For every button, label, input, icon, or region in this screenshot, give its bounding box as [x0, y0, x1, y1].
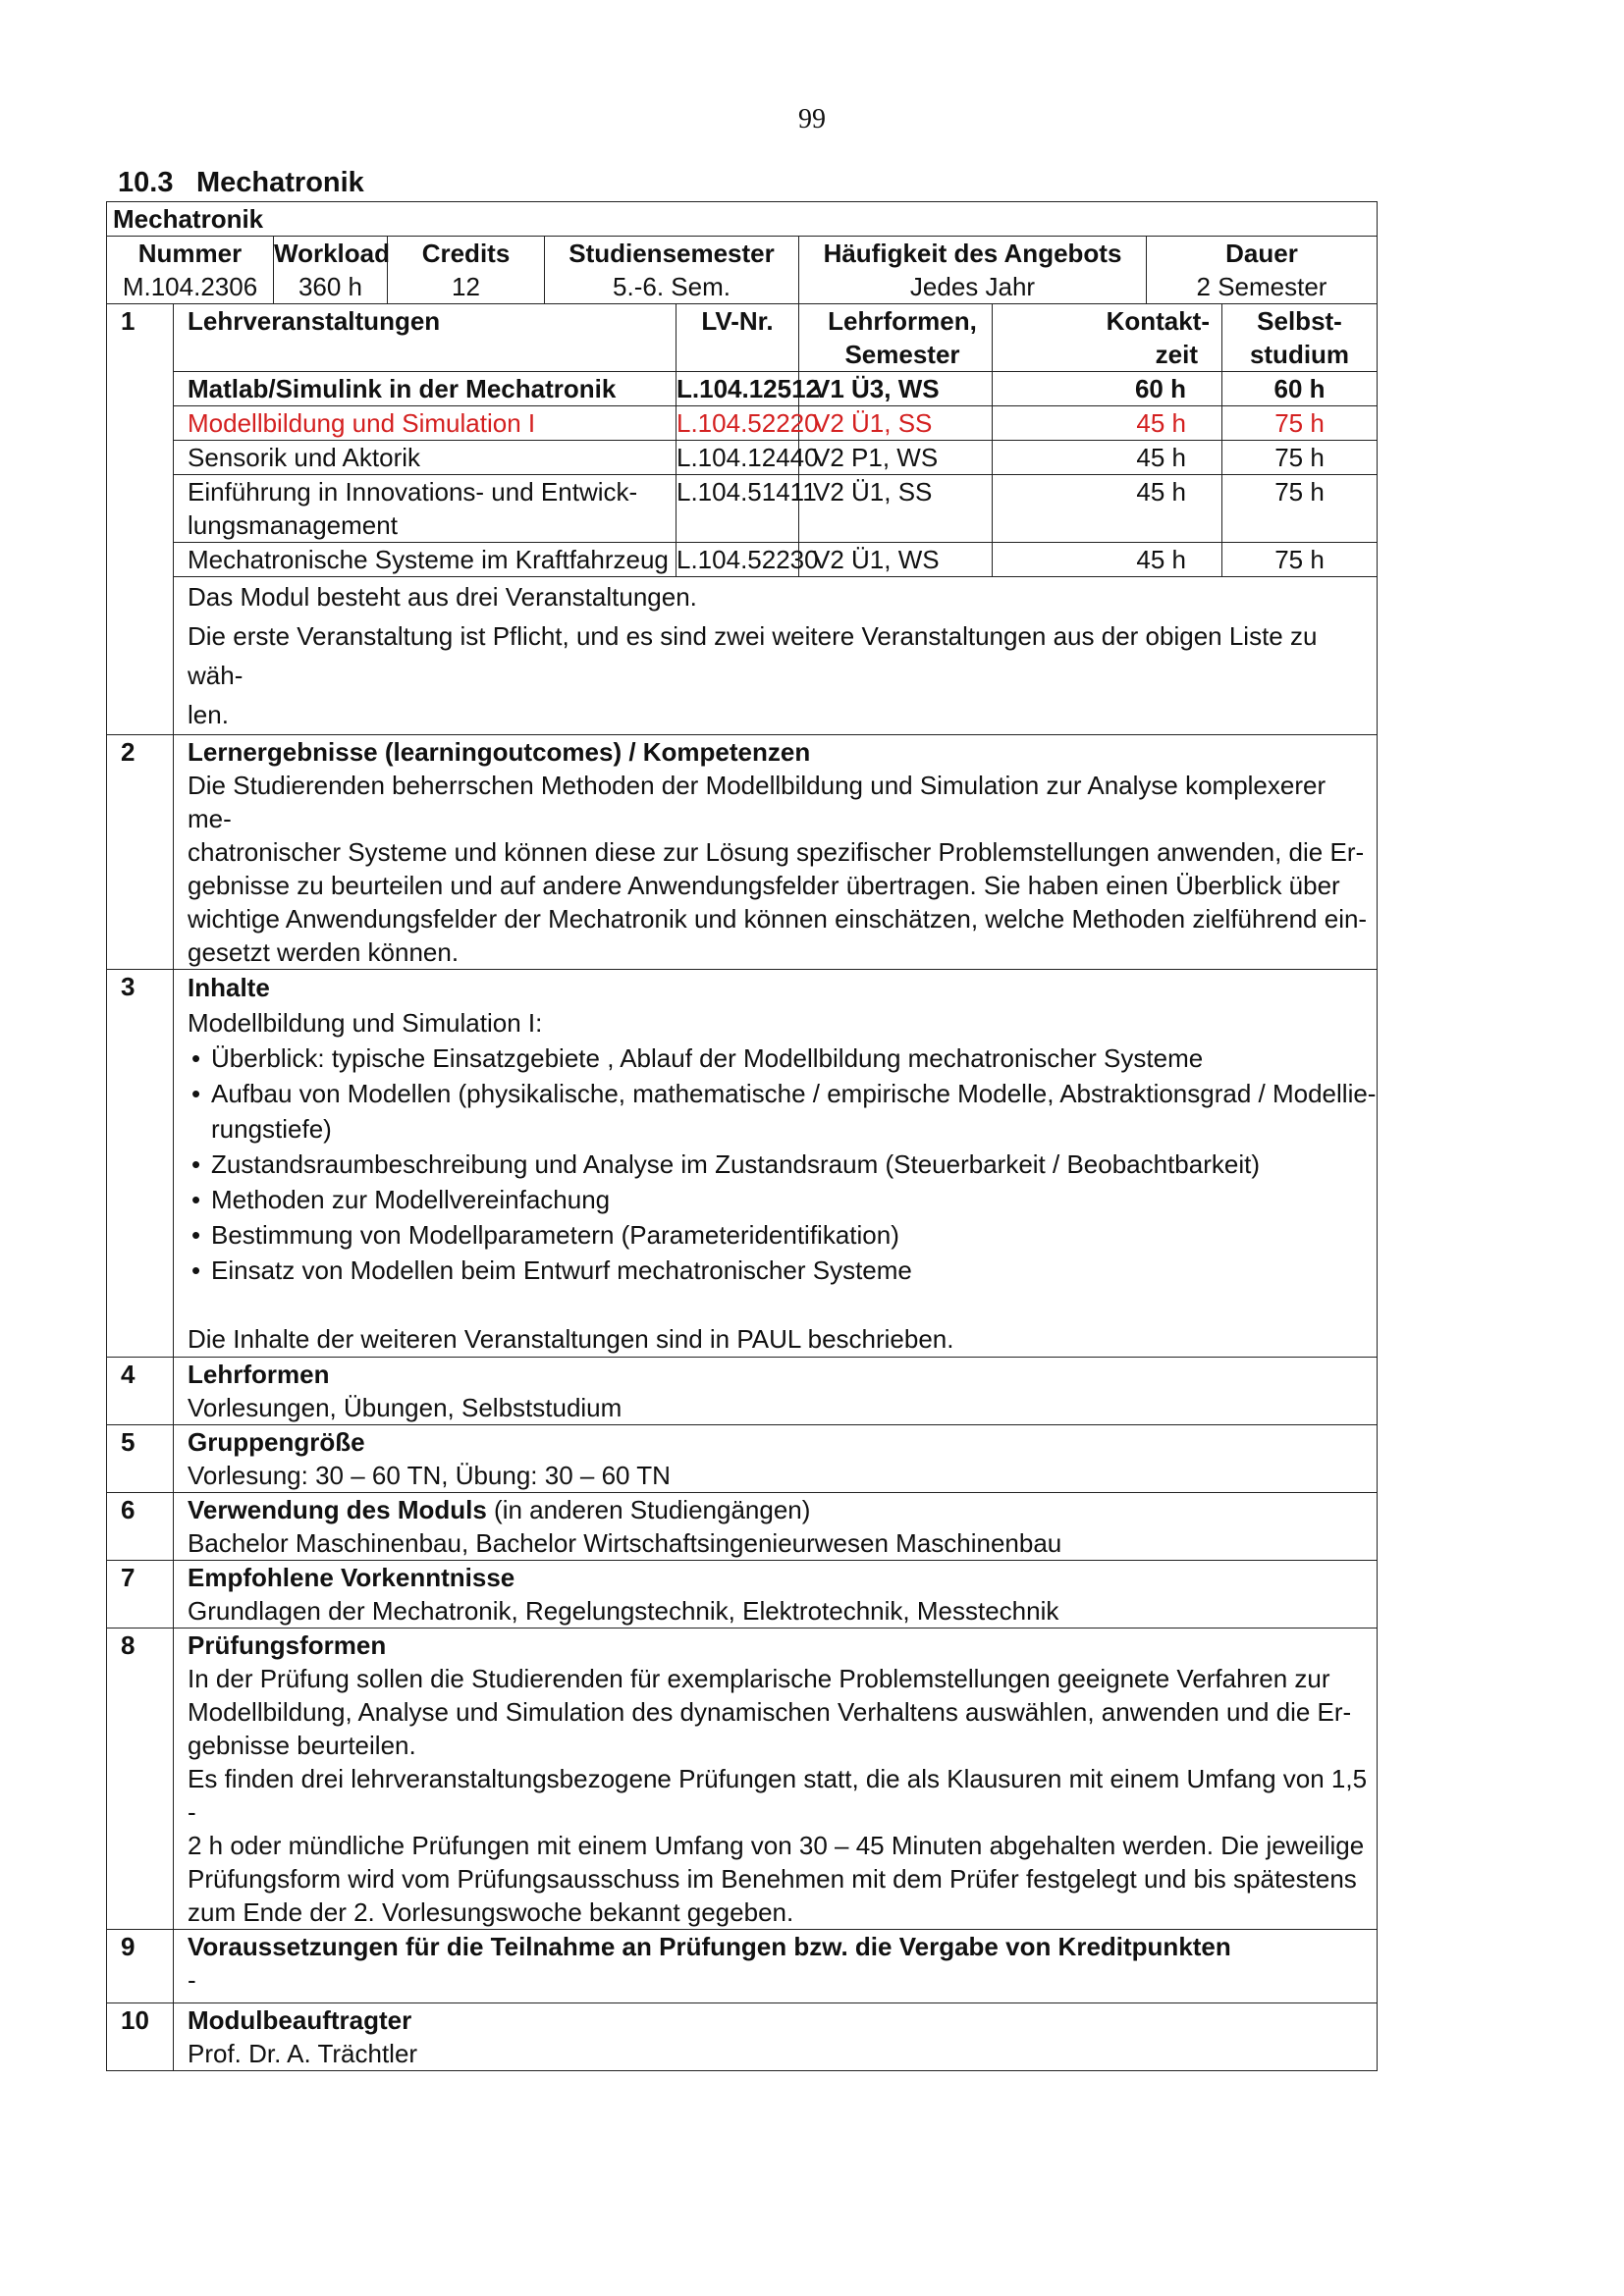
section-9-title: Voraussetzungen für die Teilnahme an Prüfungen bzw. die Vergabe von Kreditpunkten	[188, 1932, 1231, 1961]
course-row	[107, 475, 1378, 543]
section-10-number: 10	[107, 2003, 174, 2071]
section-3-number: 3	[107, 970, 174, 1358]
label-workload: Workload	[274, 237, 388, 271]
section-10-content: Modulbeauftragter Prof. Dr. A. Trächtler	[174, 2003, 1378, 2071]
section-1-number: 1	[107, 304, 174, 735]
section-4-title: Lehrformen	[188, 1360, 330, 1389]
section-3-title: Inhalte	[188, 973, 270, 1002]
section-title: Mechatronik	[196, 167, 364, 198]
module-name: Mechatronik	[107, 202, 1378, 237]
module-header-labels	[107, 237, 1378, 271]
col-lvnr: LV-Nr.	[677, 304, 799, 372]
section-2-content: Lernergebnisse (learningoutcomes) / Kompetenzen Die Studierenden beherrschen Methoden der Modellbildung und Simulation zur Analyse komplexerer me- chatronischer Systeme und können diese zur Lösung spezifischer Problemstellungen anwenden, die Er- gebnisse zu beurteilen und auf andere Anwendungsfelder übertragen. Sie haben einen Überblick über wichtige Anwendungsfelder der Mechatronik und können einschätzen, welche Methoden zielführend ein- gesetzt werden können.	[174, 735, 1378, 970]
section-6-row	[107, 1493, 1378, 1561]
col-lehrformen: Lehrformen, Semester	[799, 304, 993, 372]
section-7-content: Empfohlene Vorkenntnisse Grundlagen der Mechatronik, Regelungstechnik, Elektrotechnik, Messtechnik	[174, 1561, 1378, 1629]
section-6-title: Verwendung des Moduls	[188, 1495, 487, 1524]
section-4-row	[107, 1358, 1378, 1425]
course-lehrformen: V2 P1, WS	[799, 441, 993, 475]
value-workload: 360 h	[274, 270, 388, 304]
course-kontaktzeit: 60 h	[993, 372, 1222, 406]
course-lvnr: L.104.52230	[677, 543, 799, 577]
section-9-number: 9	[107, 1930, 174, 2003]
section-8-content: Prüfungsformen In der Prüfung sollen die Studierenden für exemplarische Problemstellungen geeignete Verfahren zur Modellbildung, Analyse und Simulation des dynamischen Verhaltens auswählen, anwenden und die Er- gebnisse beurteilen. Es finden drei lehrveranstaltungsbezogene Prüfungen statt, die als Klausuren mit einem Umfang von 1,5 - 2 h oder mündliche Prüfungen mit einem Umfang von 30 – 45 Minuten abgehalten werden. Die jeweilige Prüfungsform wird vom Prüfungsausschuss im Benehmen mit dem Prüfer festgelegt und bis spätestens zum Ende der 2. Vorlesungswoche bekannt gegeben.	[174, 1629, 1378, 1930]
module-header-values	[107, 270, 1378, 304]
value-nummer: M.104.2306	[107, 270, 274, 304]
value-dauer: 2 Semester	[1147, 270, 1378, 304]
course-selbststudium: 75 h	[1222, 543, 1378, 577]
section-9-content: Voraussetzungen für die Teilnahme an Prüfungen bzw. die Vergabe von Kreditpunkten -	[174, 1930, 1378, 2003]
value-studiensemester: 5.-6. Sem.	[545, 270, 799, 304]
course-lehrformen: V2 Ü1, WS	[799, 543, 993, 577]
section-10-row	[107, 2003, 1378, 2071]
page-number: 99	[798, 104, 826, 134]
section-4-number: 4	[107, 1358, 174, 1425]
section-8-row	[107, 1629, 1378, 1930]
section-7-title: Empfohlene Vorkenntnisse	[188, 1563, 515, 1592]
list-item: • Bestimmung von Modellparametern (Parameteridentifikation)	[188, 1217, 1377, 1253]
course-selbststudium: 75 h	[1222, 475, 1378, 543]
col-selbststudium: Selbst- studium	[1222, 304, 1378, 372]
courses-header-row	[107, 304, 1378, 372]
section-5-title: Gruppengröße	[188, 1427, 365, 1457]
course-lvnr: L.104.52220	[677, 406, 799, 441]
section-7-number: 7	[107, 1561, 174, 1629]
label-nummer: Nummer	[107, 237, 274, 271]
course-lvnr: L.104.12512	[677, 372, 799, 406]
section-heading	[118, 167, 364, 199]
course-row	[107, 543, 1378, 577]
courses-note-row	[107, 577, 1378, 735]
course-selbststudium: 60 h	[1222, 372, 1378, 406]
courses-note: Das Modul besteht aus drei Veranstaltungen. Die erste Veranstaltung ist Pflicht, und es sind zwei weitere Veranstaltungen aus der obigen Liste zu wäh- len.	[174, 577, 1378, 735]
section-2-title: Lernergebnisse (learningoutcomes) / Kompetenzen	[188, 737, 811, 767]
section-6-content: Verwendung des Moduls (in anderen Studiengängen) Bachelor Maschinenbau, Bachelor Wirtschaftsingenieurwesen Maschinenbau	[174, 1493, 1378, 1561]
section-10-title: Modulbeauftragter	[188, 2005, 412, 2035]
course-kontaktzeit: 45 h	[993, 543, 1222, 577]
section-3-row	[107, 970, 1378, 1358]
value-credits: 12	[388, 270, 545, 304]
section-5-number: 5	[107, 1425, 174, 1493]
section-9-row	[107, 1930, 1378, 2003]
col-kontaktzeit: Kontakt- zeit	[993, 304, 1222, 372]
label-haeufigkeit: Häufigkeit des Angebots	[799, 237, 1147, 271]
course-lvnr: L.104.12440	[677, 441, 799, 475]
course-selbststudium: 75 h	[1222, 406, 1378, 441]
value-haeufigkeit: Jedes Jahr	[799, 270, 1147, 304]
section-3-content: Inhalte Modellbildung und Simulation I: • Überblick: typische Einsatzgebiete , Ablauf der Modellbildung mechatronischer Systeme • Aufbau von Modellen (physikalische, mathematische / empirische Modelle, Abstraktionsgrad / Modellie- rungstiefe) • Zustandsraumbeschreibung und Analyse im Zustandsraum (Steuerbarkeit / Beobachtbarkeit) • Methoden zur Modellvereinfachung • Bestimmung von Modellparametern (Parameteridentifikation) • Einsatz von Modellen beim Entwurf mechatronischer Systeme Die Inhalte der weiteren Veranstaltungen sind in PAUL beschrieben.	[174, 970, 1378, 1358]
section-7-row	[107, 1561, 1378, 1629]
course-name: Mechatronische Systeme im Kraftfahrzeug	[174, 543, 677, 577]
section-1-title: Lehrveranstaltungen	[174, 304, 677, 372]
section-4-content: Lehrformen Vorlesungen, Übungen, Selbststudium	[174, 1358, 1378, 1425]
section-2-number: 2	[107, 735, 174, 970]
list-item: • Einsatz von Modellen beim Entwurf mechatronischer Systeme	[188, 1253, 1377, 1288]
course-row	[107, 441, 1378, 475]
list-item: • Aufbau von Modellen (physikalische, mathematische / empirische Modelle, Abstraktionsgrad / Modellie- rungstiefe)	[188, 1076, 1377, 1147]
course-kontaktzeit: 45 h	[993, 475, 1222, 543]
course-name: Sensorik und Aktorik	[174, 441, 677, 475]
module-table	[106, 201, 1378, 2071]
course-name: Einführung in Innovations- und Entwick- lungsmanagement	[174, 475, 677, 543]
section-2-row	[107, 735, 1378, 970]
course-lvnr: L.104.51411	[677, 475, 799, 543]
section-6-number: 6	[107, 1493, 174, 1561]
course-name: Modellbildung und Simulation I	[174, 406, 677, 441]
list-item: • Überblick: typische Einsatzgebiete , Ablauf der Modellbildung mechatronischer Systeme	[188, 1041, 1377, 1076]
course-selbststudium: 75 h	[1222, 441, 1378, 475]
section-8-title: Prüfungsformen	[188, 1630, 387, 1660]
list-item: • Zustandsraumbeschreibung und Analyse im Zustandsraum (Steuerbarkeit / Beobachtbarkeit)	[188, 1147, 1377, 1182]
course-name: Matlab/Simulink in der Mechatronik	[174, 372, 677, 406]
content-bullet-list	[188, 1041, 1377, 1288]
section-5-content: Gruppengröße Vorlesung: 30 – 60 TN, Übung: 30 – 60 TN	[174, 1425, 1378, 1493]
list-item: • Methoden zur Modellvereinfachung	[188, 1182, 1377, 1217]
course-lehrformen: V2 Ü1, SS	[799, 475, 993, 543]
section-number: 10.3	[118, 167, 174, 198]
section-5-row	[107, 1425, 1378, 1493]
section-8-number: 8	[107, 1629, 174, 1930]
label-dauer: Dauer	[1147, 237, 1378, 271]
course-row	[107, 372, 1378, 406]
course-lehrformen: V2 Ü1, SS	[799, 406, 993, 441]
course-lehrformen: V1 Ü3, WS	[799, 372, 993, 406]
label-credits: Credits	[388, 237, 545, 271]
course-kontaktzeit: 45 h	[993, 441, 1222, 475]
label-studiensemester: Studiensemester	[545, 237, 799, 271]
course-row	[107, 406, 1378, 441]
course-kontaktzeit: 45 h	[993, 406, 1222, 441]
